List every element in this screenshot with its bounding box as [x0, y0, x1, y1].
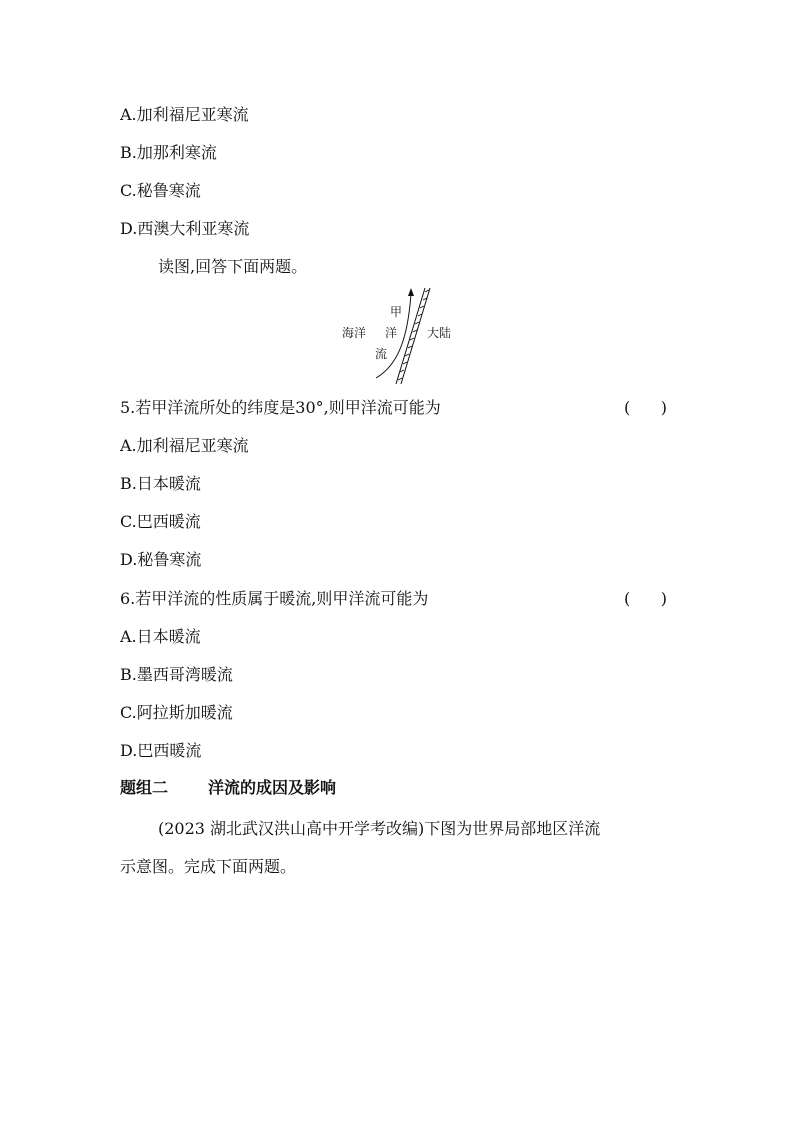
option-a: A.日本暖流: [120, 627, 201, 646]
current-label-char-3: 流: [375, 347, 388, 361]
option-a: A.加利福尼亚寒流: [120, 105, 249, 124]
option-d: D.西澳大利亚寒流: [120, 219, 250, 238]
option-b: B.加那利寒流: [120, 143, 217, 162]
option-b: B.墨西哥湾暖流: [120, 665, 233, 684]
continent-label: 大陆: [427, 326, 452, 340]
option-d: D.巴西暖流: [120, 741, 202, 760]
section-title: 洋流的成因及影响: [208, 778, 337, 797]
option-d: D.秘鲁寒流: [120, 550, 202, 569]
ocean-label: 海洋: [342, 326, 367, 340]
coastline-edge-inner: [401, 288, 430, 384]
section-label: 题组二: [120, 778, 169, 797]
arrow-head-icon: [408, 288, 414, 296]
section-heading: [120, 777, 336, 799]
current-label-char-2: 洋: [385, 326, 398, 340]
option-b: B.日本暖流: [120, 474, 201, 493]
option-a: A.加利福尼亚寒流: [120, 436, 249, 455]
ocean-current-diagram: [330, 284, 470, 390]
answer-blank: ( ): [624, 398, 667, 417]
question-7-intro-line-1: (2023 湖北武汉洪山高中开学考改编)下图为世界局部地区洋流: [158, 819, 601, 838]
answer-blank: ( ): [624, 589, 667, 608]
question-6-text: 6.若甲洋流的性质属于暖流,则甲洋流可能为: [120, 589, 429, 608]
question-5-text: 5.若甲洋流所处的纬度是30°,则甲洋流可能为: [120, 398, 441, 417]
option-c: C.阿拉斯加暖流: [120, 703, 233, 722]
reading-instruction: 读图,回答下面两题。: [158, 257, 308, 276]
question-7-intro-line-2: 示意图。完成下面两题。: [120, 857, 297, 876]
coastline-hatching: [398, 290, 429, 380]
option-c: C.秘鲁寒流: [120, 181, 201, 200]
option-c: C.巴西暖流: [120, 512, 201, 531]
current-label-char-1: 甲: [390, 305, 403, 319]
